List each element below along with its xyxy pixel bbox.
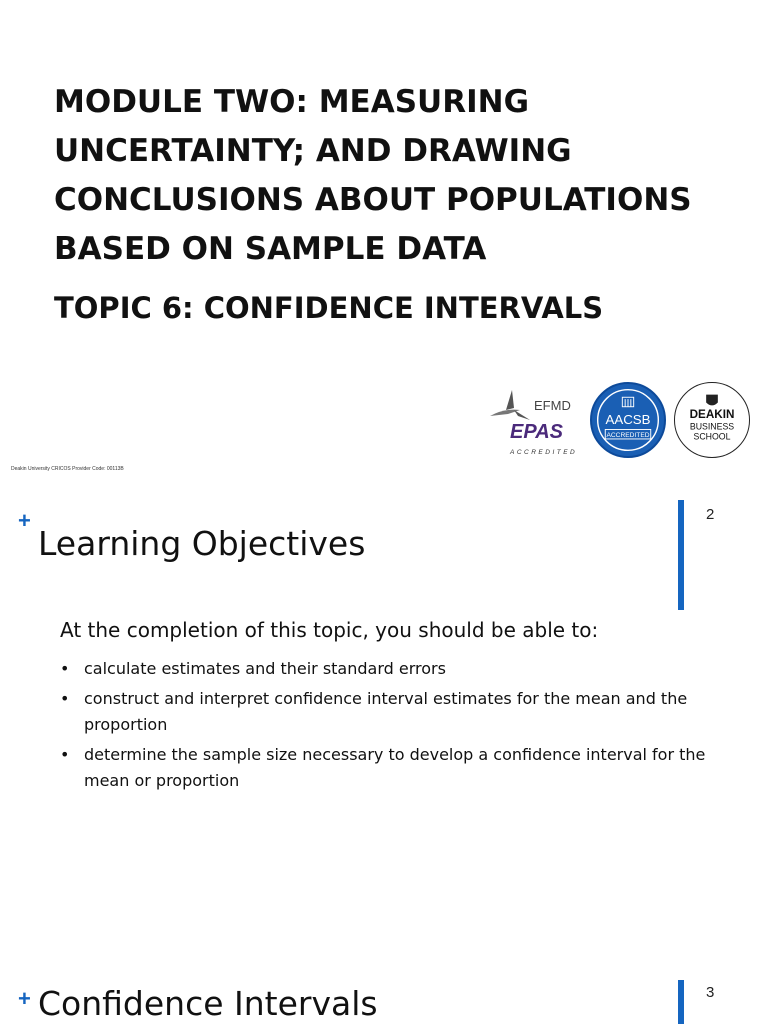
bullet-icon: • — [60, 659, 70, 678]
epas-accredited-text: ACCREDITED — [510, 449, 578, 456]
accent-bar — [678, 980, 684, 1024]
objectives-list — [60, 656, 730, 798]
intro-text: At the completion of this topic, you should be able to: — [60, 618, 599, 642]
cricos-code: Deakin University CRICOS Provider Code: 00113B — [11, 466, 124, 472]
confidence-intervals-slide — [0, 972, 768, 1024]
slide-number: 3 — [706, 984, 715, 1001]
efmd-epas-logo — [484, 386, 580, 458]
deakin-business-school-logo — [674, 382, 750, 458]
bullet-icon: • — [60, 745, 70, 764]
learning-objectives-slide — [0, 490, 768, 970]
deakin-name-text: DEAKIN — [689, 408, 735, 422]
accent-bar — [678, 500, 684, 610]
epas-text: EPAS — [510, 421, 563, 443]
list-item — [60, 742, 730, 794]
list-item-text: construct and interpret confidence interval estimates for the mean and the proportion — [84, 689, 688, 734]
bullet-icon: • — [60, 689, 70, 708]
aacsb-accredited-text: ACCREDITED — [606, 432, 650, 440]
list-item — [60, 656, 730, 682]
deakin-school-text: SCHOOL — [693, 431, 731, 442]
topic-subtitle: TOPIC 6: CONFIDENCE INTERVALS — [54, 291, 604, 325]
efmd-text: EFMD — [534, 398, 571, 413]
plus-icon: + — [18, 986, 31, 1011]
aacsb-logo — [590, 382, 666, 458]
module-title: MODULE TWO: MEASURING UNCERTAINTY; AND DRAWING CONCLUSIONS ABOUT POPULATIONS BASED ON SAMPLE DATA — [54, 84, 692, 267]
list-item-text: calculate estimates and their standard errors — [84, 659, 446, 678]
slide-heading: Confidence Intervals — [38, 984, 378, 1023]
list-item-text: determine the sample size necessary to develop a confidence interval for the mean or proportion — [84, 745, 706, 790]
plus-icon: + — [18, 508, 31, 533]
aacsb-text: AACSB — [605, 411, 651, 427]
slide-number: 2 — [706, 506, 715, 523]
title-slide — [0, 0, 768, 488]
deakin-business-text: BUSINESS — [689, 421, 735, 432]
list-item — [60, 686, 730, 738]
slide-heading: Learning Objectives — [38, 524, 366, 563]
